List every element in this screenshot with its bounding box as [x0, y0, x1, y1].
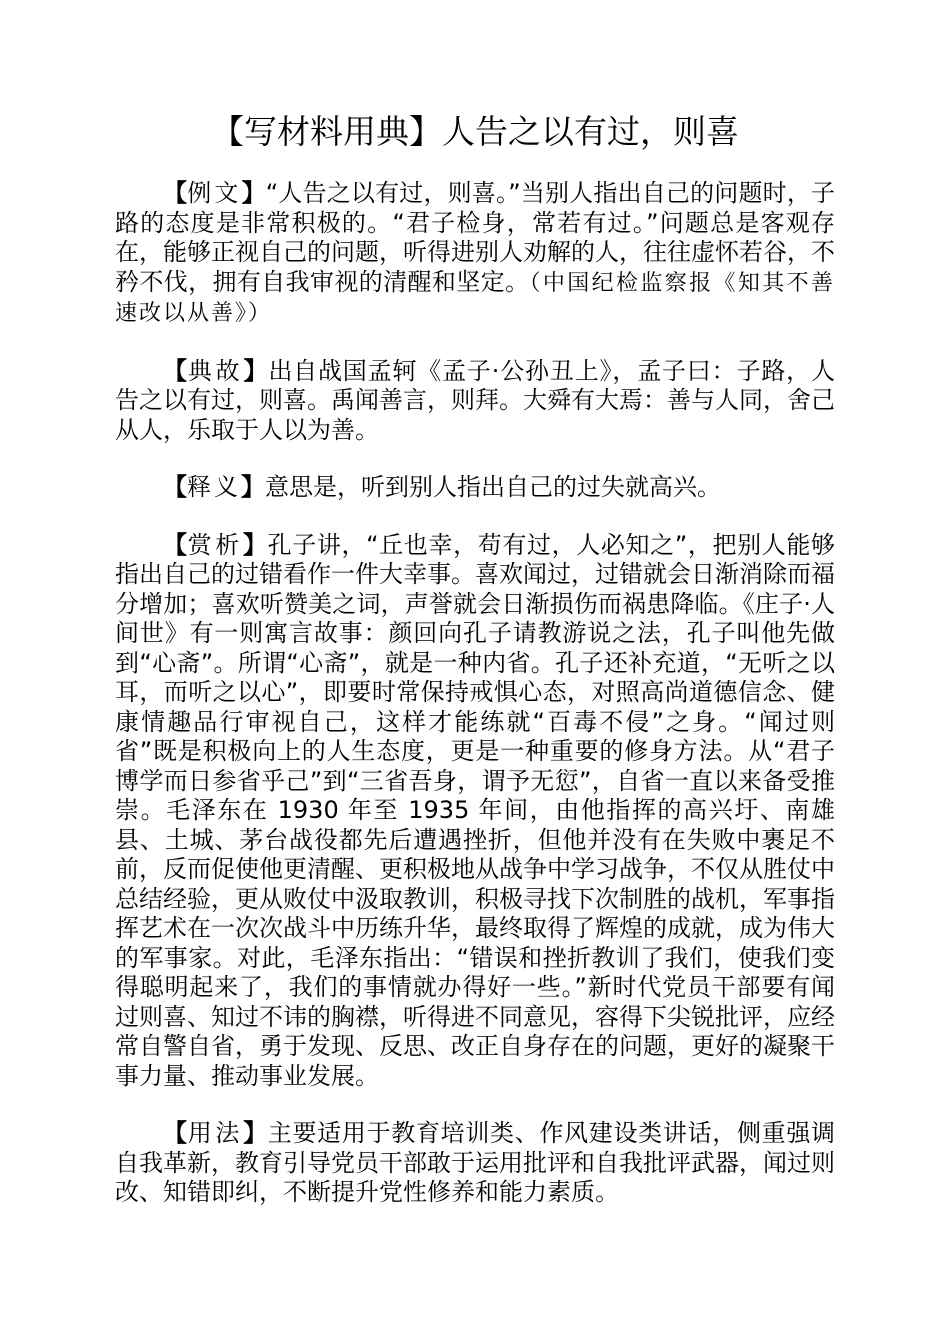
section-body: “人告之以有过，则喜。”当别人指出自己的问题时，子路的态度是非常积极的。“君子检身，常若有过。”问题总是客观存在，能够正视自己的问题，听得进别人劝解的人，往往虚怀若谷，不矜不伐，拥有自我审视的清醒和坚定。: [115, 179, 836, 296]
section-label: 【典故】: [163, 355, 269, 385]
section-appreciation: [115, 530, 835, 1092]
section-meaning: [115, 472, 835, 503]
section-source: （中国纪检监察报《知其不善 速改以从善》）: [115, 270, 835, 326]
section-allusion: [115, 356, 835, 446]
section-label: 【释义】: [163, 472, 265, 501]
section-label: 【例文】: [163, 178, 266, 207]
section-body: 意思是，听到别人指出自己的过失就高兴。: [265, 473, 721, 501]
section-body: 出自战国孟轲《孟子·公孙丑上》，孟子曰：子路，人告之以有过，则喜。禹闻善言，则拜。大舜有大焉：善与人同，舍己从人，乐取于人以为善。: [115, 356, 835, 444]
section-example: [115, 178, 835, 329]
section-usage: [115, 1118, 835, 1208]
section-label: 【赏析】: [163, 529, 268, 559]
section-label: 【用法】: [163, 1118, 268, 1147]
section-body: 孔子讲，“丘也幸，苟有过，人必知之”，把别人能够指出自己的过错看作一件大幸事。喜欢闻过，过错就会日渐消除而福分增加；喜欢听赞美之词，声誉就会日渐损伤而祸患降临。《庄子·人间世》有一则寓言故事：颜回向孔子请教游说之法，孔子叫他先做到“心斋”。所谓“心斋”，就是一种内省。孔子还补充道，“无听之以耳，而听之以心”，即要时常保持戒惧心态，对照高尚道德信念、健康情趣品行审视自己，这样才能练就“百毒不侵”之身。“闻过则省”既是积极向上的人生态度，更是一种重要的修身方法。从“君子博学而日参省乎己”到“三省吾身，谓予无愆”，自省一直以来备受推崇。毛泽东在 1930 年至 1935 年间，由他指挥的高兴圩、南雄县、土城、茅台战役都先后遭遇挫折，但他并没有在失败中裹足不前，反而促使他更清醒、更积极地从战争中学习战争，不仅从胜仗中总结经验，更从败仗中汲取教训，积极寻找下次制胜的战机，军事指挥艺术在一次次战斗中历练升华，最终取得了辉煌的成就，成为伟大的军事家。对此，毛泽东指出：“错误和挫折教训了我们，使我们变得聪明起来了，我们的事情就办得好一些。”新时代党员干部要有闻过则喜、知过不讳的胸襟，听得进不同意见，容得下尖锐批评，应经常自警自省，勇于发现、反思、改正自身存在的问题，更好的凝聚干事力量、推动事业发展。: [115, 530, 836, 1090]
section-body: 主要适用于教育培训类、作风建设类讲话，侧重强调自我革新，教育引导党员干部敢于运用批评和自我批评武器，闻过则改、知错即纠，不断提升党性修养和能力素质。: [115, 1119, 836, 1206]
document-title: 【写材料用典】人告之以有过，则喜: [211, 112, 739, 151]
